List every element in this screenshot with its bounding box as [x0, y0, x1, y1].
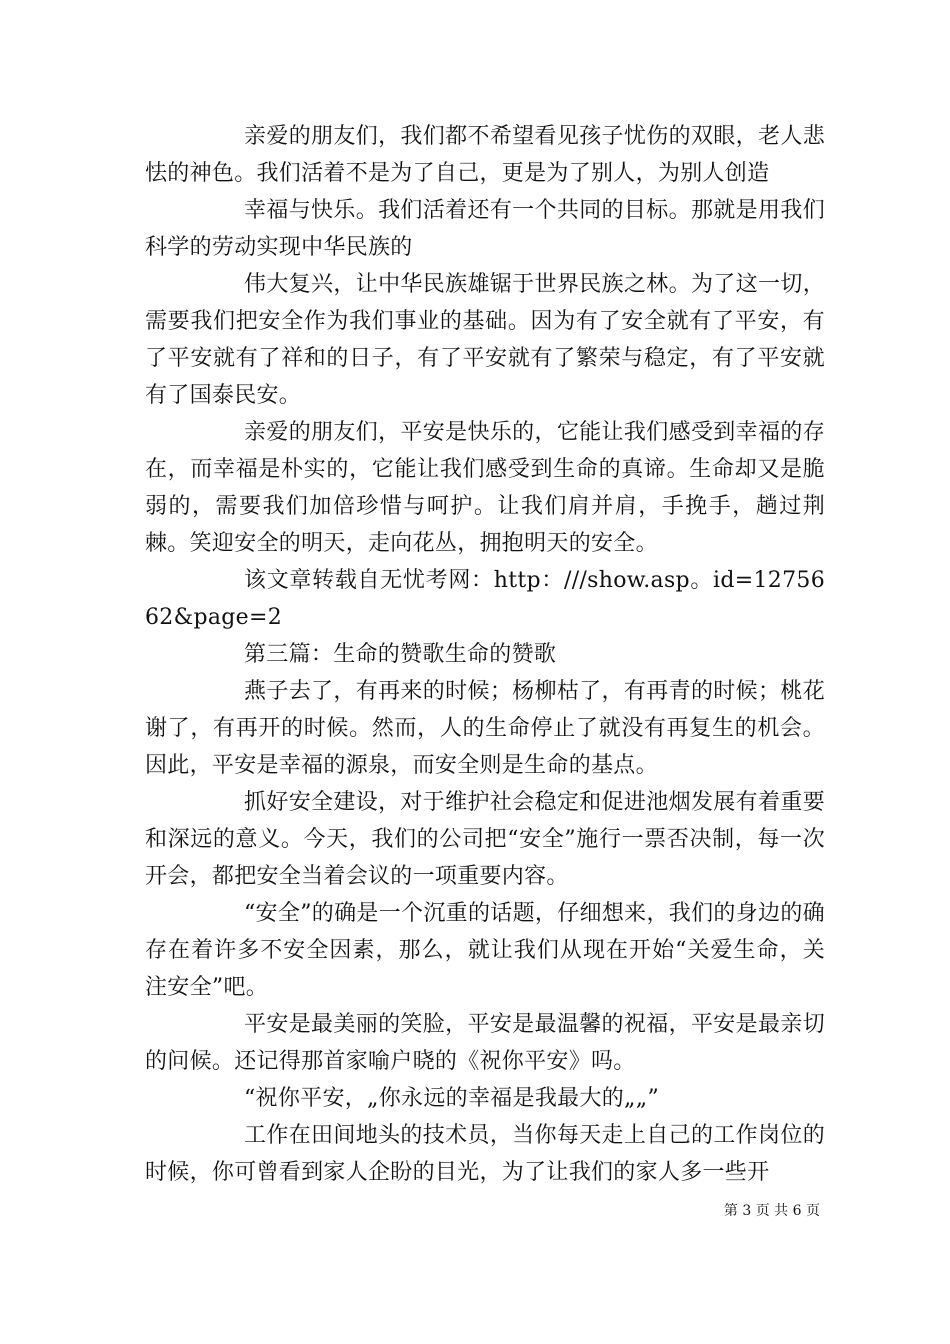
paragraph-4: 亲爱的朋友们，平安是快乐的，它能让我们感受到幸福的存在，而幸福是朴实的，它能让我们感受到生命的真谛。生命却又是脆弱的，需要我们加倍珍惜与呵护。让我们肩并肩，手挽手，趟过荆棘。笑迎安全的明天，走向花丛，拥抱明天的安全。 [145, 420, 825, 556]
section-heading: 第三篇：生命的赞歌生命的赞歌 [244, 642, 557, 667]
paragraph-10: 平安是最美丽的笑脸，平安是最温馨的祝福，平安是最亲切的问候。还记得那首家喻户晓的《祝你平安》吗。 [145, 1012, 825, 1074]
page-number-footer: 第 3 页 共 6 页 [723, 1203, 820, 1219]
document-body [145, 118, 825, 1191]
paragraph-8: 抓好安全建设，对于维护社会稳定和促进池烟发展有着重要和深远的意义。今天，我们的公司把“安全”施行一票否决制，每一次开会，都把安全当着会议的一项重要内容。 [145, 790, 825, 889]
paragraph-2: 幸福与快乐。我们活着还有一个共同的目标。那就是用我们科学的劳动实现中华民族的 [145, 198, 825, 260]
paragraph-12: 工作在田间地头的技术员，当你每天走上自己的工作岗位的时候，你可曾看到家人企盼的目光，为了让我们的家人多一些开 [145, 1123, 825, 1185]
paragraph-7: 燕子去了，有再来的时候；杨柳枯了，有再青的时候；桃花谢了，有再开的时候。然而，人的生命停止了就没有再复生的机会。因此，平安是幸福的源泉，而安全则是生命的基点。 [145, 679, 825, 778]
paragraph-9: “安全”的确是一个沉重的话题，仔细想来，我们的身边的确存在着许多不安全因素，那么，就让我们从现在开始“关爱生命，关注安全”吧。 [145, 901, 825, 1000]
song-quote: “祝你平安，„你永远的幸福是我最大的„„” [244, 1086, 659, 1111]
paragraph-3: 伟大复兴，让中华民族雄锯于世界民族之林。为了这一切，需要我们把安全作为我们事业的基础。因为有了安全就有了平安，有了平安就有了祥和的日子，有了平安就有了繁荣与稳定，有了平安就有了国泰民安。 [145, 272, 825, 408]
source-note: 该文章转载自无忧考网：http：///show.asp。id=1275662&page=2 [145, 568, 825, 630]
paragraph-1: 亲爱的朋友们，我们都不希望看见孩子忧伤的双眼，老人悲怯的神色。我们活着不是为了自己，更是为了别人，为别人创造 [145, 124, 825, 186]
